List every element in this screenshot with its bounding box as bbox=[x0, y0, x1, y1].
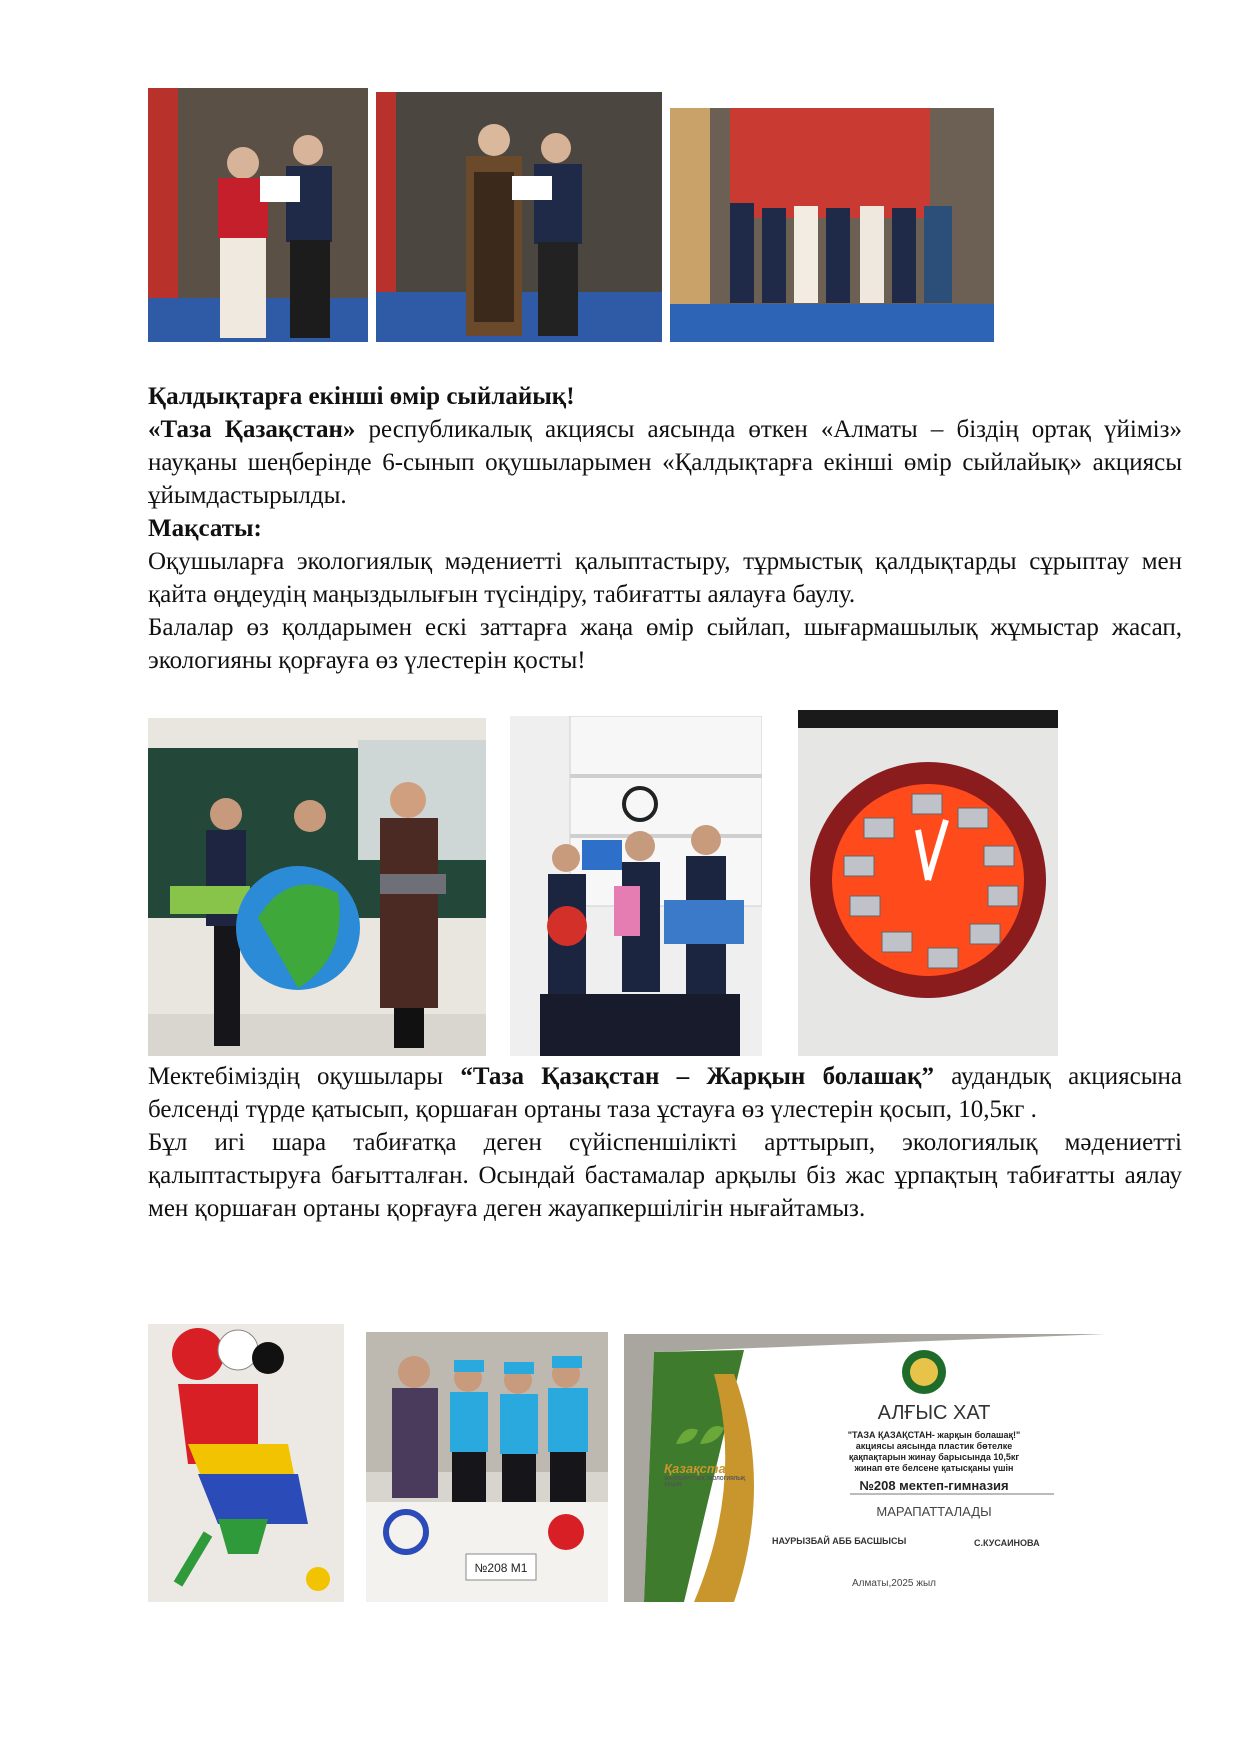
section1-lead-rest: республикалық акциясы аясында өткен «Алматы – біздің ортақ үйіміз» науқаны шеңберінде 6-сынып оқушыларымен «Қалдықтарға екінші өмір сыйлайық» акциясы ұйымдастырылды. bbox=[148, 416, 1182, 509]
section2-intro-start: Мектебіміздің оқушылары bbox=[148, 1063, 461, 1090]
logo-subtitle: ЖАЛПЫҰЛТТЫҚ ЭКОЛОГИЯЛЫҚ АКЦИЯ bbox=[664, 1476, 746, 1488]
section1-title: Қалдықтарға екінші өмір сыйлайық! bbox=[148, 383, 575, 410]
photo-students-blue-caps bbox=[366, 1332, 608, 1602]
photo-students-globe-craft bbox=[148, 718, 486, 1056]
certificate-line-4: жинап өте белсене қатысқаны үшін bbox=[854, 1463, 1014, 1473]
certificate-line-2: акциясы аясында пластик бөтелке bbox=[855, 1441, 1013, 1451]
section2-text bbox=[148, 1060, 1182, 1225]
photo-certificate bbox=[624, 1334, 1106, 1602]
photo-clock-craft bbox=[798, 710, 1058, 1056]
section2-closing: Бұл игі шара табиғатқа деген сүйіспеншілікті арттырып, экологиялық мәдениетті қалыптастыруға бағытталған. Осындай бастамалар арқылы біз жас ұрпақтың табиғатты аялау мен қоршаған ортаны қорғауға деген жауапкершілігін нығайтамыз. bbox=[148, 1129, 1182, 1222]
district-campaign-name: “Таза Қазақстан – Жарқын болашақ” bbox=[460, 1063, 934, 1090]
campaign-name: «Таза Қазақстан» bbox=[148, 416, 356, 443]
section2-intro-rest: аудандық акциясына белсенді түрде қатысып, қоршаған ортаны таза ұстауға өз үлестерін қосып, 10,5кг . bbox=[148, 1063, 1182, 1123]
photo-award-ceremony-2 bbox=[376, 92, 662, 342]
logo-word-1: Таза bbox=[664, 1445, 700, 1462]
certificate-awarded: МАРАПАТТАЛАДЫ bbox=[876, 1504, 992, 1519]
logo-word-2: Қазақстан bbox=[664, 1461, 734, 1476]
photo-parrot-bottlecap-mosaic bbox=[148, 1324, 344, 1602]
certificate-line-3: қақпақтарын жинау барысында 10,5кг bbox=[848, 1452, 1020, 1462]
goal-label: Мақсаты: bbox=[148, 515, 262, 542]
goal-text: Оқушыларға экологиялық мәдениетті қалыптастыру, тұрмыстық қалдықтарды сұрыптау мен қайта өңдеудің маңыздылығын түсіндіру, табиғатты аялауға баулу. bbox=[148, 548, 1182, 608]
certificate-signer-left: НАУРЫЗБАЙ АББ БАСШЫСЫ bbox=[772, 1536, 907, 1546]
section1-text bbox=[148, 380, 1182, 677]
section1-lead bbox=[148, 413, 1182, 512]
photo-award-ceremony-group bbox=[670, 108, 994, 342]
photo-students-crafts bbox=[510, 716, 762, 1056]
certificate-lines bbox=[804, 1430, 1064, 1474]
result-text: Балалар өз қолдарымен ескі заттарға жаңа өмір сыйлап, шығармашылық жұмыстар жасап, экологияны қорғауға өз үлестерін қосты! bbox=[148, 614, 1182, 674]
tazakazakhstan-logo bbox=[664, 1446, 764, 1488]
certificate-school: №208 мектеп-гимназия bbox=[859, 1478, 1009, 1493]
certificate-footer: Алматы,2025 жыл bbox=[851, 1578, 936, 1589]
certificate-signer-right: С.КУСАИНОВА bbox=[974, 1538, 1040, 1548]
certificate-line-1: "ТАЗА ҚАЗАҚСТАН- жарқын болашақ!" bbox=[847, 1430, 1021, 1440]
certificate-title: АЛҒЫС ХАТ bbox=[877, 1402, 991, 1424]
photo-award-ceremony-1 bbox=[148, 88, 368, 342]
section2-intro bbox=[148, 1060, 1182, 1126]
exhibit-label: №208 М1 bbox=[474, 1561, 528, 1575]
